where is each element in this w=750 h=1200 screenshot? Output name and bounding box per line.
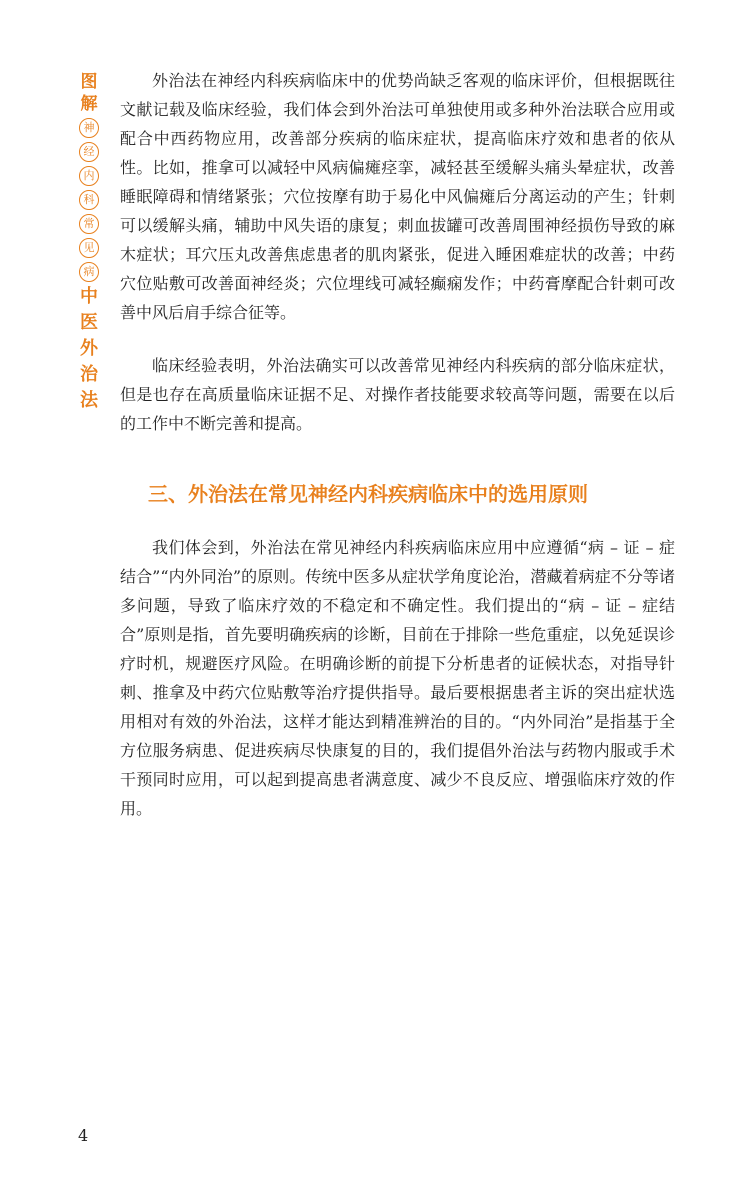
running-header-char: 科 [79,190,99,210]
running-header-char: 见 [79,238,99,258]
running-header-char: 医 [80,312,98,333]
paragraph-text: 外治法在神经内科疾病临床中的优势尚缺乏客观的临床评价，但根据既往文献记载及临床经验，我们体会到外治法可单独使用或多种外治法联合应用或配合中西药物应用，改善部分疾病的临床症状，提高临床疗效和患者的依从性。比如，推拿可以减轻中风病偏瘫痉挛，减轻甚至缓解头痛头晕症状，改善睡眠障碍和情绪紧张；穴位按摩有助于易化中风偏瘫后分离运动的产生；针刺可以缓解头痛，辅助中风失语的康复；刺血拔罐可改善周围神经损伤导致的麻木症状；耳穴压丸改善焦虑患者的肌肉紧张，促进入睡困难症状的改善；中药穴位贴敷可改善面神经炎；穴位埋线可减轻癫痫发作；中药膏摩配合针刺可改善中风后肩手综合征等。 [120,71,675,322]
running-header-char: 解 [80,94,98,114]
running-header-char: 中 [80,286,98,307]
running-header-char: 外 [80,338,98,359]
running-header-char: 常 [79,214,99,234]
running-header-vertical [78,72,100,414]
paragraph-text: 我们体会到，外治法在常见神经内科疾病临床应用中应遵循“病 – 证 – 症结合”“内外同治”的原则。传统中医多从症状学角度论治，潜藏着病症不分等诸多问题，导致了临床疗效的不稳定和不确定性。我们提出的“病 – 证 – 症结合”原则是指，首先要明确疾病的诊断，目前在于排除一些危重症，以免延误诊疗时机，规避医疗风险。在明确诊断的前提下分析患者的证候状态，对指导针刺、推拿及中药穴位贴敷等治疗提供指导。最后要根据患者主诉的突出症状选用相对有效的外治法，这样才能达到精准辨治的目的。“内外同治”是指基于全方位服务病患、促进疾病尽快康复的目的，我们提倡外治法与药物内服或手术干预同时应用，可以起到提高患者满意度、减少不良反应、增强临床疗效的作用。 [120,538,675,818]
body-paragraph-3 [120,533,675,823]
running-header-char: 内 [79,166,99,186]
running-header-char: 图 [80,72,98,92]
page-number: 4 [78,1126,89,1145]
paragraph-text: 临床经验表明，外治法确实可以改善常见神经内科疾病的部分临床症状，但是也存在高质量临床证据不足、对操作者技能要求较高等问题，需要在以后的工作中不断完善和提高。 [120,356,675,433]
body-paragraph-1 [120,66,675,327]
running-header-char: 神 [79,118,99,138]
section-heading: 三、外治法在常见神经内科疾病临床中的选用原则 [148,482,588,506]
body-paragraph-2 [120,351,675,438]
running-header-char: 病 [79,262,99,282]
running-header-char: 治 [80,364,98,385]
running-header-char: 法 [80,390,98,411]
running-header-char: 经 [79,142,99,162]
